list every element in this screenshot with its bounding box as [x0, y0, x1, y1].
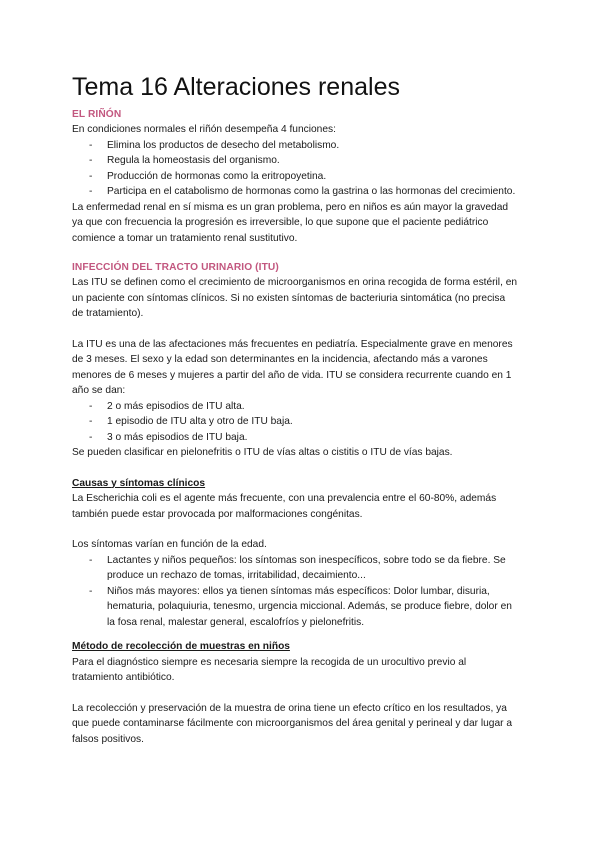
paragraph: La ITU es una de las afectaciones más frecuentes en pediatría. Especialmente grave en menores de 3 meses. El sexo y la edad son determinantes en la incidencia, afectando más a varones menores de 6 meses y mujeres a partir del año de vida. ITU se considera recurrente cuando en 1 año se dan: — [72, 338, 513, 396]
list-item: - Elimina los productos de desecho del metabolismo. — [89, 139, 340, 151]
list-item: - Regula la homeostasis del organismo. — [89, 155, 280, 166]
subheading-causas: Causas y síntomas clínicos — [72, 477, 206, 489]
section-heading-rinon: EL RIÑÓN — [72, 109, 122, 120]
list-item: - 3 o más episodios de ITU baja. — [89, 431, 248, 443]
function-list — [72, 138, 518, 200]
paragraph: Se pueden clasificar en pielonefritis o ITU de vías altas o cistitis o ITU de vías bajas. — [72, 447, 453, 458]
list-item: - 1 episodio de ITU alta y otro de ITU baja. — [89, 416, 293, 427]
list-item: - Participa en el catabolismo de hormonas como la gastrina o las hormonas del crecimiento. — [89, 186, 516, 197]
paragraph: Los síntomas varían en función de la edad. — [72, 539, 267, 550]
paragraph: Las ITU se definen como el crecimiento de microorganismos en orina recogida de forma estéril, en un paciente con síntomas clínicos. Si no existen síntomas de bacteriuria sintomática (no precisa de tratamiento). — [72, 277, 518, 319]
recurrence-list — [72, 399, 518, 446]
page-title: Tema 16 Alteraciones renales — [72, 73, 400, 101]
section-heading-itu: INFECCIÓN DEL TRACTO URINARIO (ITU) — [72, 262, 279, 273]
subheading-metodo: Método de recolección de muestras en niños — [72, 641, 290, 652]
symptom-list — [72, 553, 518, 631]
paragraph: La Escherichia coli es el agente más frecuente, con una prevalencia entre el 60-80%, además también puede estar provocada por malformaciones congénitas. — [72, 493, 497, 520]
paragraph: La enfermedad renal en sí misma es un gran problema, pero en niños es aún mayor la gravedad ya que con frecuencia la progresión es irreversible, lo que supone que el paciente pediátrico comience a tomar un tratamiento renal sustitutivo. — [72, 201, 509, 244]
list-item: - Producción de hormonas como la eritropoyetina. — [89, 170, 327, 182]
paragraph: La recolección y preservación de la muestra de orina tiene un efecto crítico en los resultados, ya que puede contaminarse fácilmente con microorganismos del área genital y perineal y dar lugar a falsos positivos. — [72, 702, 513, 745]
list-item: - Niños más mayores: ellos ya tienen síntomas más específicos: Dolor lumbar, disuria, hematuria, polaquiuria, tenesmo, urgencia miccional. Además, se produce fiebre, dolor en la fosa renal, malestar general, escalofríos y pielonefritis. — [89, 585, 512, 628]
paragraph: Para el diagnóstico siempre es necesaria siempre la recogida de un urocultivo previo al tratamiento antibiótico. — [72, 656, 467, 683]
list-item: - 2 o más episodios de ITU alta. — [89, 400, 245, 412]
paragraph: En condiciones normales el riñón desempeña 4 funciones: — [72, 124, 336, 135]
list-item: - Lactantes y niños pequeños: los síntomas son inespecíficos, sobre todo se da fiebre. Se produce un rechazo de tomas, irritabilidad, decaimiento... — [89, 554, 506, 581]
